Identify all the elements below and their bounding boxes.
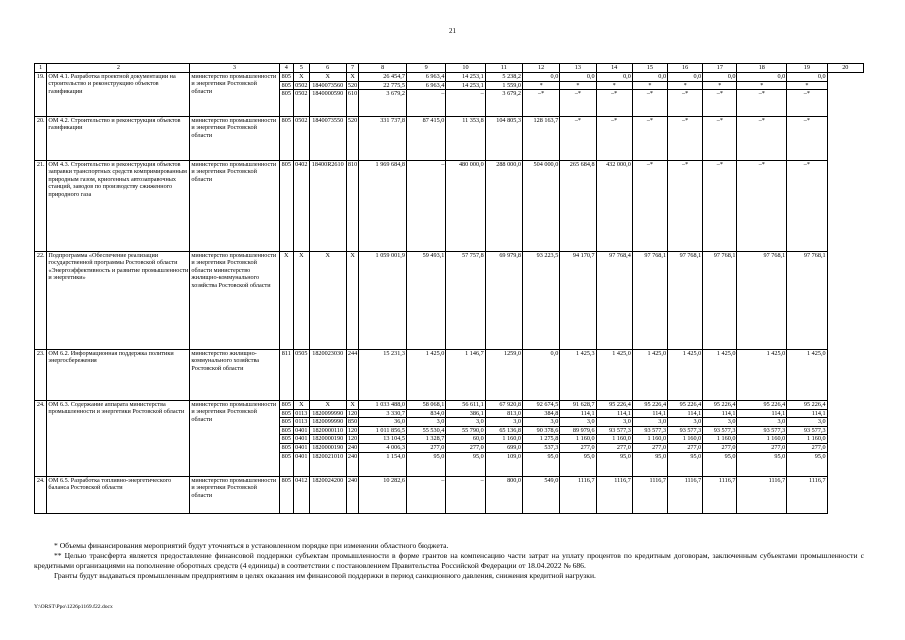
row-number-cell: 23.	[35, 349, 47, 400]
amount-cell: 1116,7	[703, 476, 737, 513]
budget-code-cell: 805	[279, 116, 294, 160]
executor-cell: министерство промышленности и энергетики Ростовской области	[190, 73, 279, 117]
amount-cell: 128 163,7	[522, 116, 559, 160]
column-number-cell: 15	[632, 64, 667, 73]
amount-cell: *	[560, 81, 596, 90]
budget-code-cell: 1820099990	[309, 418, 346, 427]
amount-cell: 1 969 684,8	[359, 160, 407, 251]
amount-cell: –	[446, 90, 485, 117]
amount-cell: 537,3	[522, 443, 559, 452]
amount-cell: 1 160,0	[560, 435, 596, 444]
amount-cell: 384,8	[522, 409, 559, 418]
budget-code-cell: 805	[279, 400, 294, 409]
amount-cell: *	[703, 81, 737, 90]
budget-code-cell: 805	[279, 73, 294, 82]
amount-cell: 11 353,8	[446, 116, 485, 160]
activity-name-cell: ОМ 4.2. Строительство и реконструкция объектов газификации	[47, 116, 190, 160]
amount-cell: –*	[668, 160, 703, 251]
budget-code-cell: 610	[346, 90, 358, 117]
amount-cell: *	[668, 81, 703, 90]
amount-cell: –	[446, 476, 485, 513]
amount-cell: 22 775,5	[359, 81, 407, 90]
amount-cell: 813,0	[485, 409, 522, 418]
amount-cell: 95,0	[446, 452, 485, 476]
amount-cell: 3,0	[632, 418, 667, 427]
amount-cell: 4 006,3	[359, 443, 407, 452]
column-number-cell: 17	[703, 64, 737, 73]
amount-cell: 93 577,3	[632, 426, 667, 435]
executor-cell: министерство промышленности и энергетики Ростовской области	[190, 116, 279, 160]
amount-cell: 114,1	[737, 409, 787, 418]
amount-cell: –*	[632, 160, 667, 251]
amount-cell: 104 805,3	[485, 116, 522, 160]
financing-table	[34, 63, 864, 514]
activity-name-cell: ОМ 6.5. Разработка топливно-энергетического баланса Ростовской области	[47, 476, 190, 513]
budget-code-cell: X	[346, 400, 358, 409]
budget-code-cell: X	[294, 400, 310, 409]
amount-cell: 1 425,0	[668, 349, 703, 400]
budget-code-cell: 520	[347, 81, 358, 89]
footnote-double-asterisk: ** Целью трансферта является предоставление финансовой поддержки субъектам промышленности в форме грантов на компенсацию части затрат на уплату процентов по кредитным договорам, заключенным субъектами промышленности с кредитными организациями на пополнение оборотных средств (4 единицы) в соответствии с постановлением Правительства Российской Федерации от 18.04.2022 № 686.	[34, 551, 864, 570]
amount-cell: 1116,7	[560, 476, 596, 513]
amount-cell: 0,0	[787, 73, 827, 82]
budget-code-cell: 0502	[294, 90, 310, 117]
amount-cell: 0,0	[632, 73, 667, 82]
column-number-cell: 2	[47, 64, 190, 73]
table-row	[35, 400, 864, 409]
amount-cell: –*	[560, 90, 596, 117]
amount-cell: 3,0	[485, 418, 522, 427]
amount-cell: 57 757,8	[446, 251, 485, 349]
amount-cell: 6 963,4	[406, 73, 445, 82]
amount-cell: 1 059 001,9	[359, 251, 407, 349]
amount-cell: 89 979,6	[560, 426, 596, 435]
amount-cell: 1 011 856,5	[359, 426, 407, 435]
amount-cell: 277,0	[668, 443, 703, 452]
amount-cell: 95,0	[632, 452, 667, 476]
amount-cell: 87 415,0	[406, 116, 445, 160]
amount-cell: 95 226,4	[737, 400, 787, 409]
amount-cell: 95,0	[703, 452, 737, 476]
budget-code-cell: 120	[347, 409, 358, 417]
amount-cell: 92 674,5	[522, 400, 559, 409]
amount-cell: 91 628,7	[560, 400, 596, 409]
amount-cell: 277,0	[787, 443, 827, 452]
budget-code-cell: X	[309, 251, 346, 349]
amount-cell: 114,1	[703, 409, 737, 418]
amount-cell: –	[406, 90, 445, 117]
column-number-cell: 18	[737, 64, 787, 73]
grants-note: Гранты будут выдаваться промышленным предприятиям в целях оказания им финансовой поддержки в период санкционного давления, снижения кредитной нагрузки.	[54, 571, 596, 580]
amount-cell: 1 425,0	[406, 349, 445, 400]
amount-cell: 93 223,5	[522, 251, 559, 349]
amount-cell: 3,0	[446, 418, 485, 427]
column-number-cell: 5	[294, 64, 310, 73]
amount-cell: 95,0	[596, 452, 632, 476]
amount-cell: –*	[737, 90, 787, 117]
amount-cell: 1 559,0	[485, 81, 522, 90]
amount-cell: 265 684,8	[560, 160, 596, 251]
amount-cell: 3 679,2	[359, 90, 407, 117]
amount-cell: 1 425,0	[787, 349, 827, 400]
amount-cell: –*	[632, 116, 667, 160]
amount-cell: 55 530,4	[406, 426, 445, 435]
amount-cell: –*	[632, 90, 667, 117]
footnotes	[34, 541, 864, 581]
table-row	[35, 116, 864, 160]
amount-cell: 94 170,7	[560, 251, 596, 349]
activity-name-cell: ОМ 6.3. Содержание аппарата министерства промышленности и энергетики Ростовской области	[47, 400, 190, 476]
amount-cell: 1116,7	[668, 476, 703, 513]
budget-code-cell: X	[309, 400, 346, 409]
amount-cell: 0,0	[560, 73, 596, 82]
budget-code-cell: 805	[279, 418, 294, 427]
amount-cell: 1 328,7	[406, 435, 445, 444]
amount-cell: 3,0	[703, 418, 737, 427]
budget-code-cell: 805	[279, 435, 294, 444]
amount-cell: 1 146,7	[446, 349, 485, 400]
budget-code-cell: 1820000190	[309, 443, 346, 452]
amount-cell: –*	[737, 116, 787, 160]
table-row	[35, 160, 864, 251]
budget-code-cell: 0412	[294, 476, 310, 513]
amount-cell: –	[406, 476, 445, 513]
amount-cell: 1 160,0	[485, 435, 522, 444]
amount-cell: 95,0	[787, 452, 827, 476]
amount-cell: 699,0	[485, 443, 522, 452]
amount-cell: 277,0	[560, 443, 596, 452]
amount-cell: 1116,7	[632, 476, 667, 513]
amount-cell: 26 454,7	[359, 73, 407, 82]
executor-cell: министерство промышленности и энергетики Ростовской области	[190, 160, 279, 251]
budget-code-cell: 1820023030	[309, 349, 346, 400]
budget-code-cell: 0401	[295, 443, 308, 451]
amount-cell: –*	[703, 90, 737, 117]
budget-code-cell: 18400R2610	[309, 160, 346, 251]
amount-cell: 1 425,0	[632, 349, 667, 400]
amount-cell: 3,0	[668, 418, 703, 427]
row-number-cell: 24.	[35, 476, 47, 513]
amount-cell: 114,1	[632, 409, 667, 418]
executor-cell: министерство промышленности и энергетики Ростовской области	[190, 400, 279, 476]
amount-cell: 1116,7	[787, 476, 827, 513]
table-row	[35, 349, 864, 400]
amount-cell: 58 068,1	[406, 400, 445, 409]
budget-code-cell: 1840000590	[309, 90, 346, 117]
amount-cell: 331 737,8	[359, 116, 407, 160]
amount-cell: 0,0	[596, 73, 632, 82]
budget-code-cell: 240	[346, 476, 358, 513]
column-number-cell: 4	[279, 64, 294, 73]
row-number-cell: 21.	[35, 160, 47, 251]
column-number-row	[35, 64, 864, 73]
column-number-cell: 10	[446, 64, 485, 73]
amount-cell: 0,0	[522, 349, 559, 400]
amount-cell: 1 425,0	[596, 349, 632, 400]
budget-code-cell: 805	[279, 452, 294, 476]
budget-code-cell: X	[346, 251, 358, 349]
amount-cell: 3,0	[596, 418, 632, 427]
amount-cell: *	[632, 81, 667, 90]
amount-cell: 15 231,3	[359, 349, 407, 400]
budget-code-cell: 0502	[295, 81, 308, 89]
amount-cell: 432 000,0	[596, 160, 632, 251]
amount-cell: 1 160,0	[703, 435, 737, 444]
budget-code-cell: 0402	[294, 160, 310, 251]
budget-code-cell: 805	[279, 81, 294, 90]
budget-code-cell: 0113	[295, 418, 308, 426]
amount-cell: 549,0	[522, 476, 559, 513]
budget-code-cell: 1820099990	[309, 409, 346, 418]
amount-cell: 93 577,3	[737, 426, 787, 435]
amount-cell: 1 160,0	[737, 435, 787, 444]
amount-cell: 14 253,1	[446, 81, 485, 90]
column-number-cell: 12	[522, 64, 559, 73]
table-row	[35, 73, 864, 82]
amount-cell: 0,0	[668, 73, 703, 82]
budget-code-cell: 0502	[294, 116, 310, 160]
budget-code-cell: 1820024200	[309, 476, 346, 513]
amount-cell: 288 000,0	[485, 160, 522, 251]
budget-code-cell: 1820021010	[309, 452, 346, 476]
amount-cell: 1 160,0	[787, 435, 827, 444]
amount-cell: –	[406, 160, 445, 251]
amount-cell: 13 104,5	[359, 435, 407, 444]
activity-name-cell: Подпрограмма «Обеспечение реализации государственной программы Ростовской области «Энергоэффективность и развитие промышленности и энергетики»	[47, 251, 190, 349]
amount-cell: 65 136,8	[485, 426, 522, 435]
amount-cell: –*	[668, 90, 703, 117]
amount-cell: 114,1	[560, 409, 596, 418]
amount-cell: 95 226,4	[632, 400, 667, 409]
column-number-cell: 13	[560, 64, 596, 73]
budget-code-cell: 520	[346, 116, 358, 160]
executor-cell: министерство промышленности и энергетики Ростовской области министерство жилищно-коммунального хозяйства Ростовской области	[190, 251, 279, 349]
amount-cell: 97 768,1	[737, 251, 787, 349]
column-number-cell: 11	[485, 64, 522, 73]
amount-cell: 56 611,1	[446, 400, 485, 409]
amount-cell: 3,0	[787, 418, 827, 427]
row-number-cell: 24.	[35, 400, 47, 476]
amount-cell: 97 768,1	[632, 251, 667, 349]
amount-cell: 834,0	[406, 409, 445, 418]
budget-code-cell: 120	[347, 426, 358, 434]
amount-cell: 67 920,8	[485, 400, 522, 409]
amount-cell: 93 577,3	[668, 426, 703, 435]
amount-cell: 95 226,4	[787, 400, 827, 409]
amount-cell: 95,0	[560, 452, 596, 476]
amount-cell: 69 979,8	[485, 251, 522, 349]
column-number-cell: 3	[190, 64, 279, 73]
amount-cell: –*	[787, 90, 827, 117]
budget-code-cell: 850	[347, 418, 358, 426]
row-number-cell: 20.	[35, 116, 47, 160]
amount-cell: 277,0	[596, 443, 632, 452]
amount-cell: 93 577,3	[596, 426, 632, 435]
amount-cell: 0,0	[522, 73, 559, 82]
amount-cell: 0,0	[703, 73, 737, 82]
amount-cell: *	[596, 81, 632, 90]
budget-code-cell: 1820000110	[309, 426, 346, 435]
amount-cell: 3,0	[522, 418, 559, 427]
amount-cell: 800,0	[485, 476, 522, 513]
column-number-cell: 20	[827, 64, 863, 73]
budget-code-cell: 0401	[295, 435, 308, 443]
budget-code-cell: 811	[279, 349, 294, 400]
amount-cell: 1 425,0	[737, 349, 787, 400]
budget-code-cell: 1840073560	[309, 81, 346, 90]
budget-code-cell: 805	[279, 476, 294, 513]
budget-code-cell: 1820000190	[309, 435, 346, 444]
amount-cell: 5 238,2	[485, 73, 522, 82]
amount-cell: 1116,7	[596, 476, 632, 513]
amount-cell: 10 282,6	[359, 476, 407, 513]
amount-cell: 1 154,0	[359, 452, 407, 476]
amount-cell: 97 768,4	[596, 251, 632, 349]
amount-cell: 1 275,8	[522, 435, 559, 444]
amount-cell: 95 226,4	[596, 400, 632, 409]
amount-cell: 1259,0	[485, 349, 522, 400]
amount-cell: 95 226,4	[703, 400, 737, 409]
amount-cell: –*	[703, 116, 737, 160]
budget-code-cell: 805	[279, 90, 294, 117]
executor-cell: министерство жилищно-коммунального хозяйства Ростовской области	[190, 349, 279, 400]
amount-cell: –*	[596, 116, 632, 160]
budget-code-cell: 805	[279, 426, 294, 435]
budget-code-cell: 0401	[295, 426, 308, 434]
amount-cell: *	[522, 81, 559, 90]
amount-cell: –*	[560, 116, 596, 160]
budget-code-cell: 240	[347, 443, 358, 451]
amount-cell: 277,0	[737, 443, 787, 452]
amount-cell: 97 768,1	[787, 251, 827, 349]
table-row	[35, 476, 864, 513]
amount-cell: 95 226,4	[668, 400, 703, 409]
amount-cell: 93 577,3	[787, 426, 827, 435]
amount-cell: 3,0	[406, 418, 445, 427]
amount-cell: 114,1	[668, 409, 703, 418]
amount-cell: 3 330,7	[359, 409, 407, 418]
amount-cell: 114,1	[596, 409, 632, 418]
amount-cell: 55 790,0	[446, 426, 485, 435]
budget-code-cell: 240	[346, 452, 358, 476]
column-number-cell: 19	[787, 64, 827, 73]
column-number-cell: 1	[35, 64, 47, 73]
amount-cell: 109,0	[485, 452, 522, 476]
amount-cell: 1 425,0	[703, 349, 737, 400]
amount-cell: 90 378,6	[522, 426, 559, 435]
budget-code-cell: 805	[279, 160, 294, 251]
amount-cell: 277,0	[703, 443, 737, 452]
amount-cell: 1116,7	[737, 476, 787, 513]
budget-code-cell: X	[346, 73, 358, 82]
amount-cell: *	[737, 81, 787, 90]
amount-cell: 114,1	[787, 409, 827, 418]
amount-cell: 6 963,4	[406, 81, 445, 90]
amount-cell: 95,0	[406, 452, 445, 476]
amount-cell: 3,0	[560, 418, 596, 427]
amount-cell: 1 160,0	[632, 435, 667, 444]
amount-cell: 504 000,0	[522, 160, 559, 251]
amount-cell: 60,0	[446, 435, 485, 444]
amount-cell: 1 425,3	[560, 349, 596, 400]
budget-code-cell: 1840073550	[309, 116, 346, 160]
amount-cell: 0,0	[737, 73, 787, 82]
amount-cell: 277,0	[632, 443, 667, 452]
page-number: 21	[449, 27, 456, 35]
column-number-cell: 14	[596, 64, 632, 73]
amount-cell: 59 493,1	[406, 251, 445, 349]
column-number-cell: 16	[668, 64, 703, 73]
amount-cell: 14 253,1	[446, 73, 485, 82]
budget-code-cell: X	[309, 73, 346, 82]
document-file-path: Y:\ORST\Ppo\1226p1169.f22.docx	[34, 604, 113, 610]
column-number-cell: 7	[346, 64, 358, 73]
activity-name-cell: ОМ 4.1. Разработка проектной документации на строительство и реконструкцию объектов газификации	[47, 73, 190, 117]
amount-cell: 277,0	[446, 443, 485, 452]
column-number-cell: 8	[359, 64, 407, 73]
amount-cell: *	[787, 81, 827, 90]
budget-code-cell: X	[279, 251, 294, 349]
amount-cell: –*	[787, 116, 827, 160]
amount-cell: 1 033 488,0	[359, 400, 407, 409]
budget-code-cell: 0113	[295, 409, 308, 417]
amount-cell: 95,0	[737, 452, 787, 476]
column-number-cell: 9	[406, 64, 445, 73]
budget-code-cell: 805	[279, 409, 294, 418]
amount-cell: –*	[596, 90, 632, 117]
amount-cell: 3 679,2	[485, 90, 522, 117]
amount-cell: –*	[522, 90, 559, 117]
row-number-cell: 22.	[35, 251, 47, 349]
budget-code-cell: 244	[346, 349, 358, 400]
amount-cell: 95,0	[668, 452, 703, 476]
footnote-asterisk: * Объемы финансирования мероприятий будут уточняться в установленном порядке при изменении областного бюджета.	[54, 541, 449, 550]
amount-cell: 3,0	[737, 418, 787, 427]
amount-cell: 277,0	[406, 443, 445, 452]
budget-code-cell: 810	[346, 160, 358, 251]
budget-code-cell: 805	[279, 443, 294, 452]
budget-code-cell: 120	[347, 435, 358, 443]
amount-cell: –*	[737, 160, 787, 251]
executor-cell: министерство промышленности и энергетики Ростовской области	[190, 476, 279, 513]
activity-name-cell: ОМ 6.2. Информационная поддержка политики энергосбережения	[47, 349, 190, 400]
amount-cell: –*	[703, 160, 737, 251]
budget-code-cell: 0401	[294, 452, 310, 476]
table-row	[35, 251, 864, 349]
activity-name-cell: ОМ 4.3. Строительство и реконструкция объектов заправки транспортных средств компримированным природным газом, криогенных автозаправочных станций, заводов по производству сжиженного природного газа	[47, 160, 190, 251]
amount-cell: 1 160,0	[668, 435, 703, 444]
amount-cell: 480 000,0	[446, 160, 485, 251]
amount-cell: 36,0	[359, 418, 407, 427]
row-number-cell: 19.	[35, 73, 47, 117]
amount-cell: –*	[787, 160, 827, 251]
budget-code-cell: X	[294, 73, 310, 82]
amount-cell: 97 768,1	[668, 251, 703, 349]
amount-cell: –*	[668, 116, 703, 160]
amount-cell: 97 768,1	[703, 251, 737, 349]
amount-cell: 95,0	[522, 452, 559, 476]
amount-cell: 1 160,0	[596, 435, 632, 444]
budget-code-cell: X	[294, 251, 310, 349]
amount-cell: 93 577,3	[703, 426, 737, 435]
budget-code-cell: 0505	[294, 349, 310, 400]
amount-cell: 386,1	[446, 409, 485, 418]
column-number-cell: 6	[309, 64, 346, 73]
